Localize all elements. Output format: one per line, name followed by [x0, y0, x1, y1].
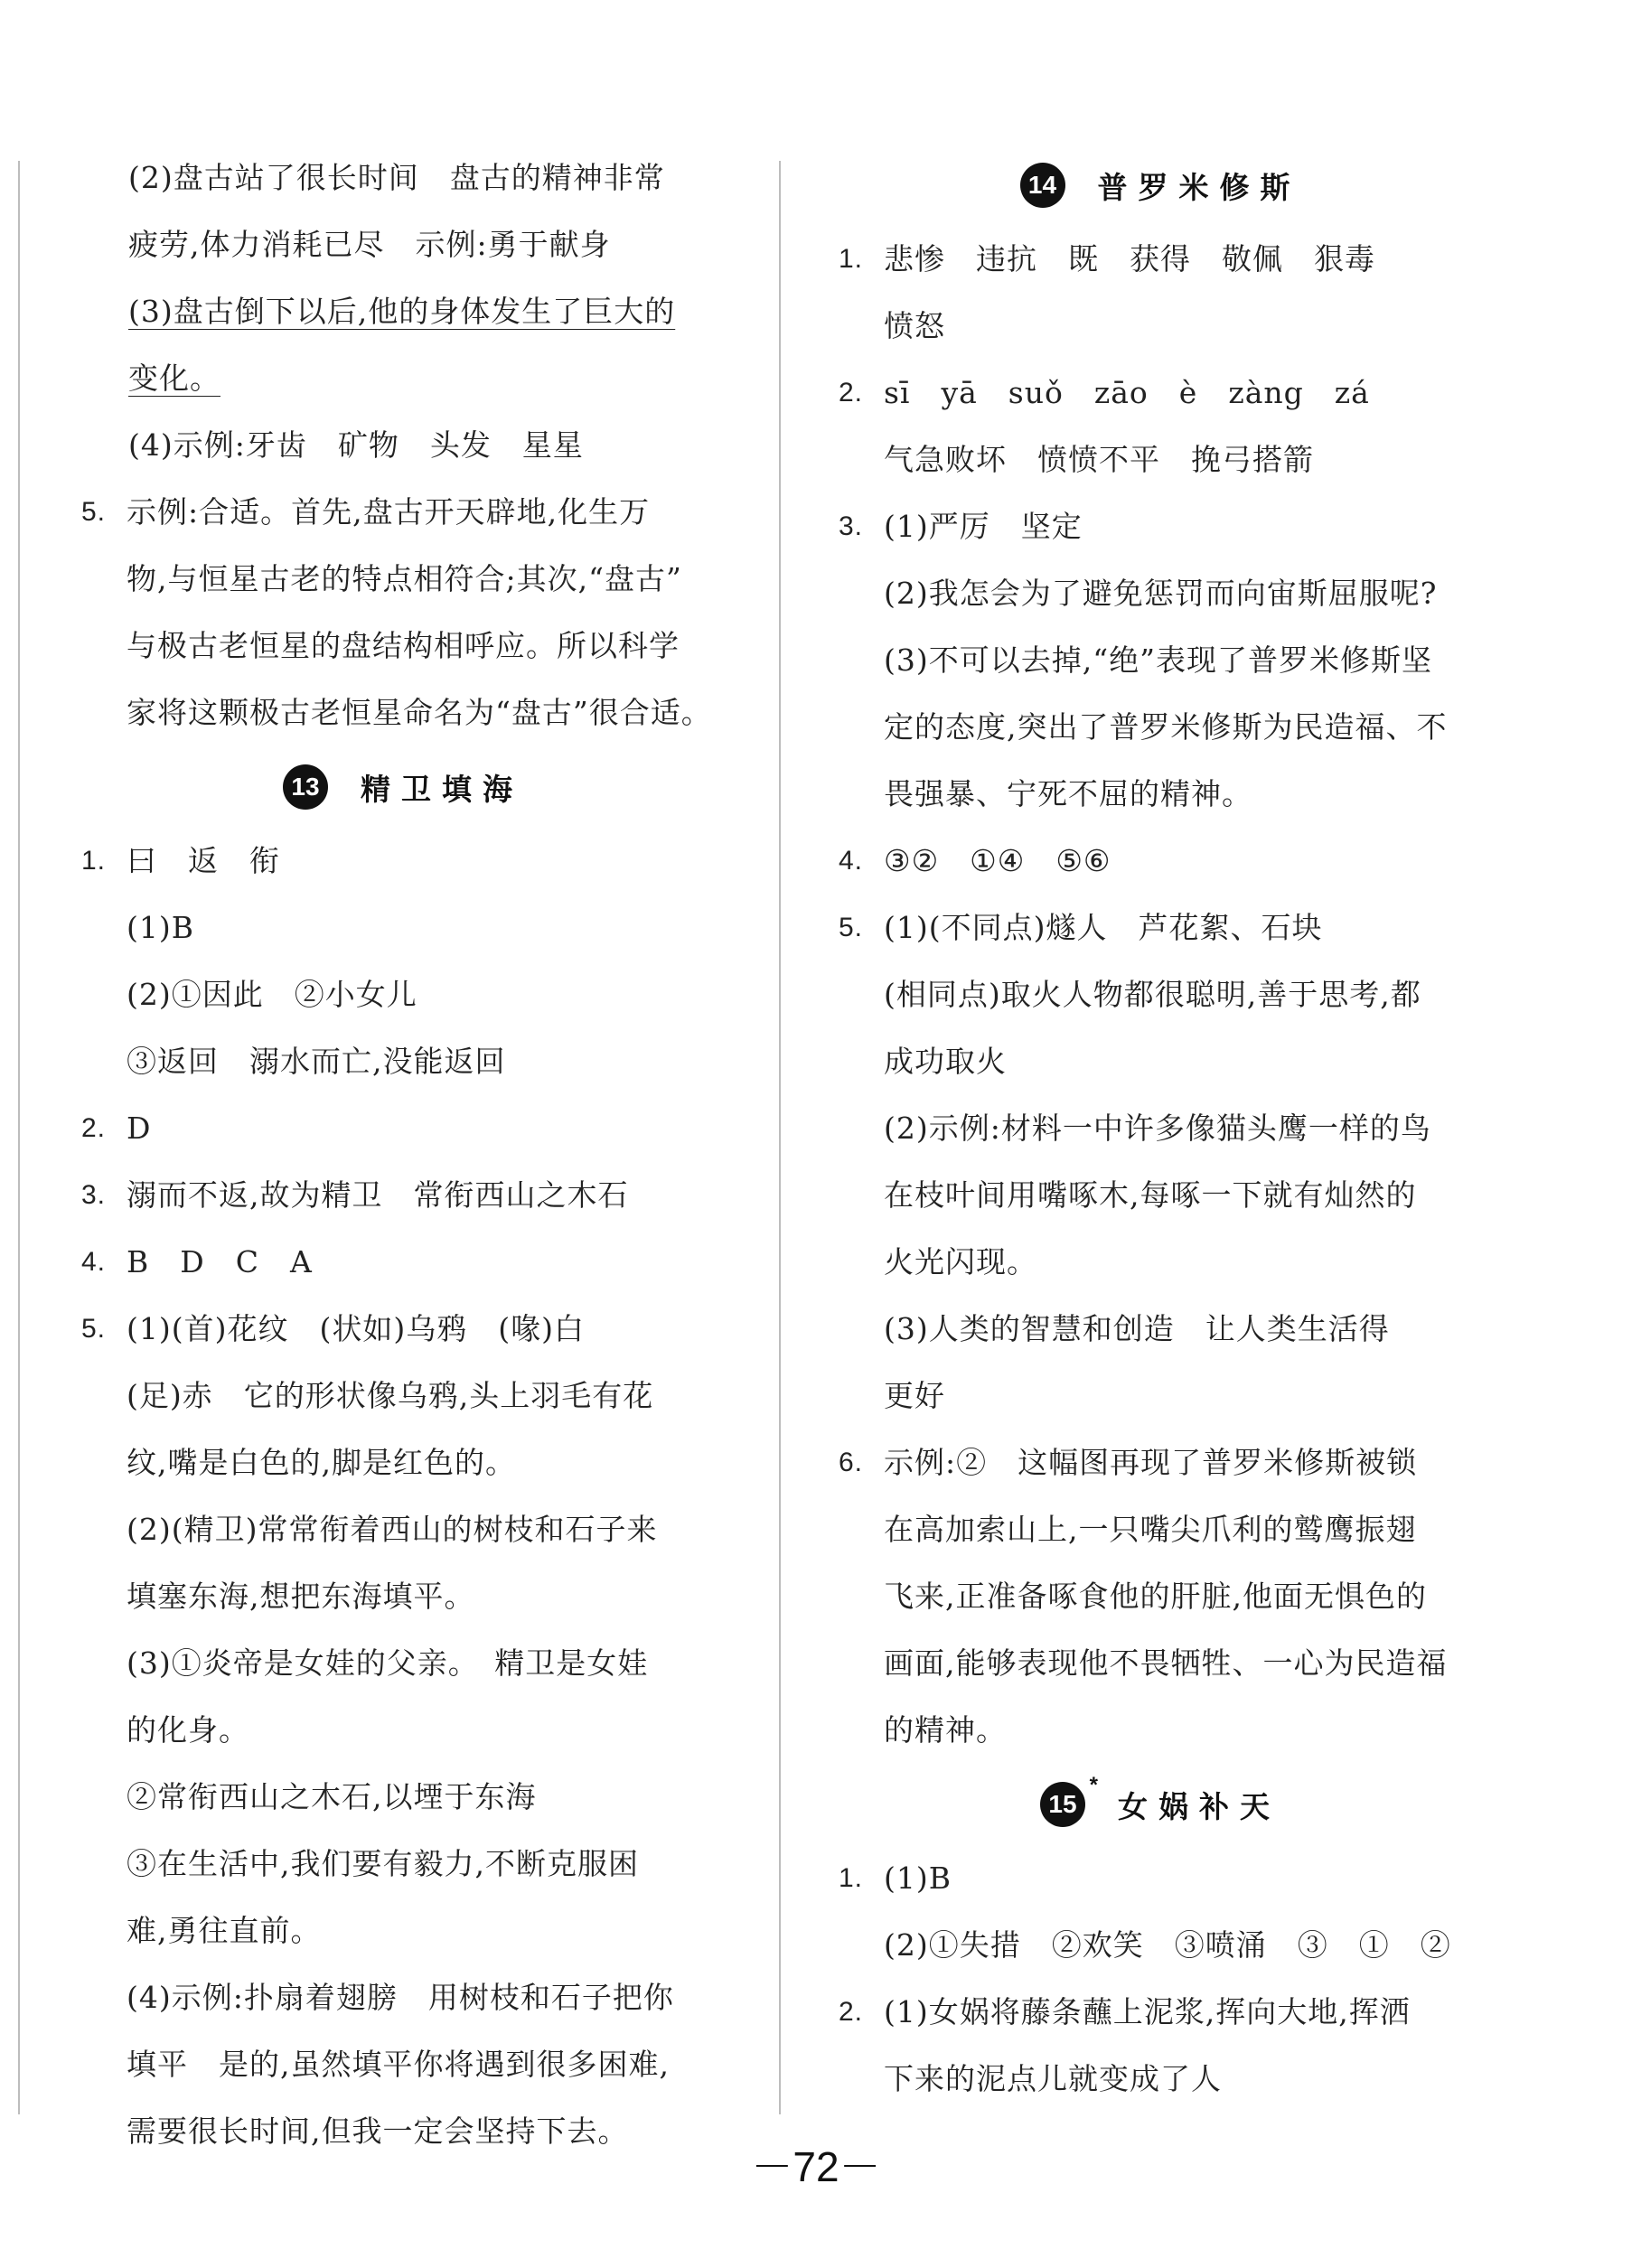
question-number: 5.	[839, 913, 864, 942]
answer-text: 溺而不返,故为精卫 常衔西山之木石	[127, 1177, 629, 1213]
answer-line	[81, 1898, 725, 1964]
answer-text: 愤怒	[884, 308, 945, 343]
answer-text: (1)严厉 坚定	[884, 509, 1083, 544]
answer-text: (1)B	[884, 1860, 952, 1896]
section-heading	[839, 1764, 1482, 1845]
answer-line	[839, 1162, 1482, 1229]
question-number: 4.	[839, 846, 864, 876]
answer-text: 需要很长时间,但我一定会坚持下去。	[127, 2113, 629, 2149]
answer-text: (3)不可以去掉,“绝”表现了普罗米修斯坚	[884, 642, 1432, 678]
answer-text: 难,勇往直前。	[127, 1913, 322, 1948]
answer-line	[81, 679, 725, 746]
answer-line	[81, 1630, 725, 1697]
question-number: 3.	[839, 511, 864, 541]
answer-text: ③② ①④ ⑤⑥	[884, 843, 1111, 878]
answer-line	[839, 1095, 1482, 1162]
answer-line	[839, 1229, 1482, 1296]
answer-text: 悲惨 违抗 既 获得 敬佩 狠毒	[884, 241, 1375, 276]
answer-text: 与极古老恒星的盘结构相呼应。所以科学	[127, 628, 680, 663]
question-number: 1.	[839, 1863, 864, 1893]
answer-text: 更好	[884, 1378, 945, 1413]
lesson-number-badge	[283, 764, 328, 810]
answer-text: 飞来,正准备啄食他的肝脏,他面无惧色的	[884, 1579, 1427, 1614]
answer-text: 填平 是的,虽然填平你将遇到很多困难,	[127, 2047, 670, 2082]
answer-line	[839, 1296, 1482, 1363]
answer-text: 示例:② 这幅图再现了普罗米修斯被锁	[884, 1445, 1418, 1480]
answer-line	[839, 1845, 1482, 1912]
question-number: 2.	[839, 1997, 864, 2027]
answer-line	[81, 145, 725, 211]
answer-line	[839, 560, 1482, 627]
lesson-number: 13	[291, 773, 320, 801]
answer-text: 的化身。	[127, 1712, 249, 1748]
answer-text: 变化。	[128, 361, 220, 396]
right-column	[839, 145, 1482, 2113]
question-number: 6.	[839, 1448, 864, 1477]
answer-text: ③在生活中,我们要有毅力,不断克服困	[127, 1846, 639, 1881]
page-number: －72－	[751, 2143, 881, 2190]
answer-line	[81, 828, 725, 895]
answer-text: D	[127, 1111, 152, 1146]
lesson-number: 15	[1048, 1790, 1077, 1818]
answer-text: (3)人类的智慧和创造 让人类生活得	[884, 1311, 1390, 1346]
answer-line	[81, 1229, 725, 1296]
answer-line	[839, 828, 1482, 895]
left-column	[81, 145, 725, 2165]
answer-line	[81, 1831, 725, 1898]
answer-text: (1)(不同点)燧人 芦花絮、石块	[884, 910, 1323, 945]
answer-text: 家将这颗极古老恒星命名为“盘古”很合适。	[127, 695, 712, 730]
answer-line	[839, 1429, 1482, 1496]
answer-line	[81, 1028, 725, 1095]
answer-text: (3)盘古倒下以后,他的身体发生了巨大的	[128, 294, 676, 329]
section-title: 女娲补天	[1118, 1788, 1280, 1824]
answer-text: 在高加索山上,一只嘴尖爪利的鹫鹰振翅	[884, 1512, 1417, 1547]
answer-line	[839, 360, 1482, 426]
answer-text: 在枝叶间用嘴啄木,每啄一下就有灿然的	[884, 1177, 1417, 1213]
answer-text: 纹,嘴是白色的,脚是红色的。	[127, 1445, 516, 1480]
answer-line	[839, 694, 1482, 761]
column-divider	[779, 161, 781, 2114]
answer-line	[81, 1162, 725, 1229]
answer-line	[81, 479, 725, 546]
answer-line	[839, 426, 1482, 493]
answer-line	[839, 627, 1482, 694]
answer-line	[81, 961, 725, 1028]
answer-line	[839, 1912, 1482, 1979]
section-heading	[81, 746, 725, 828]
answer-line	[81, 211, 725, 278]
question-number: 3.	[81, 1180, 107, 1210]
answer-text: (2)示例:材料一中许多像猫头鹰一样的鸟	[884, 1111, 1431, 1146]
left-margin-rule	[18, 161, 20, 2114]
answer-text: (1)(首)花纹 (状如)乌鸦 (喙)白	[127, 1311, 585, 1346]
answer-line	[839, 293, 1482, 360]
answer-text: (1)女娲将藤条蘸上泥浆,挥向大地,挥洒	[884, 1994, 1411, 2029]
answer-line	[81, 2031, 725, 2098]
question-number: 1.	[839, 244, 864, 274]
answer-text: ②常衔西山之木石,以堙于东海	[127, 1779, 537, 1814]
answer-line	[81, 1095, 725, 1162]
answer-line	[81, 1296, 725, 1363]
answer-text: (2)①因此 ②小女儿	[127, 977, 417, 1012]
answer-text: (2)我怎会为了避免惩罚而向宙斯屈服呢?	[884, 576, 1438, 611]
answer-line	[839, 2046, 1482, 2113]
section-heading	[839, 145, 1482, 226]
answer-line	[81, 1429, 725, 1496]
lesson-number: 14	[1027, 171, 1057, 199]
answer-text: 物,与恒星古老的特点相符合;其次,“盘古”	[127, 561, 682, 596]
answer-text: 定的态度,突出了普罗米修斯为民造福、不	[884, 709, 1448, 745]
lesson-number-badge	[1020, 163, 1065, 208]
answer-text: (4)示例:牙齿 矿物 头发 星星	[128, 427, 584, 463]
answer-text: 畏强暴、宁死不屈的精神。	[884, 776, 1252, 811]
answer-text: 下来的泥点儿就变成了人	[884, 2061, 1222, 2096]
answer-line	[81, 613, 725, 679]
question-number: 4.	[81, 1247, 107, 1277]
question-number: 2.	[81, 1113, 107, 1143]
answer-text: 曰 返 衔	[127, 843, 280, 878]
answer-text: 成功取火	[884, 1044, 1007, 1079]
answer-line	[839, 1363, 1482, 1429]
question-number: 5.	[81, 1314, 107, 1344]
answer-line	[839, 1697, 1482, 1764]
answer-text: 火光闪现。	[884, 1244, 1037, 1279]
answer-text: B D C A	[127, 1244, 313, 1279]
answer-text: 的精神。	[884, 1712, 1007, 1748]
answer-line	[839, 226, 1482, 293]
answer-line	[839, 1496, 1482, 1563]
answer-line	[839, 1630, 1482, 1697]
lesson-number-badge	[1040, 1773, 1098, 1827]
answer-line	[839, 1979, 1482, 2046]
answer-line	[839, 895, 1482, 961]
answer-line	[81, 1964, 725, 2031]
answer-line	[81, 895, 725, 961]
answer-line	[81, 345, 725, 412]
section-title: 精卫填海	[361, 771, 523, 807]
answer-text: (足)赤 它的形状像乌鸦,头上羽毛有花	[127, 1378, 654, 1413]
answer-text: (相同点)取火人物都很聪明,善于思考,都	[884, 977, 1421, 1012]
optional-lesson-star: *	[1089, 1773, 1098, 1797]
answer-line	[839, 1563, 1482, 1630]
answer-line	[839, 761, 1482, 828]
question-number: 5.	[81, 497, 107, 527]
answer-text: 疲劳,体力消耗已尽 示例:勇于献身	[128, 227, 611, 262]
question-number: 2.	[839, 378, 864, 408]
answer-text: 气急败坏 愤愤不平 挽弓搭箭	[884, 442, 1314, 477]
answer-text: (4)示例:扑扇着翅膀 用树枝和石子把你	[127, 1980, 674, 2015]
answer-line	[839, 1028, 1482, 1095]
answer-text: 画面,能够表现他不畏牺牲、一心为民造福	[884, 1645, 1448, 1681]
answer-text: (2)(精卫)常常衔着西山的树枝和石子来	[127, 1512, 658, 1547]
answer-line	[81, 278, 725, 345]
answer-text: (2)盘古站了很长时间 盘古的精神非常	[128, 160, 665, 195]
answer-line	[81, 1496, 725, 1563]
answer-line	[81, 1563, 725, 1630]
answer-line	[81, 1764, 725, 1831]
answer-line	[81, 546, 725, 613]
answer-text: 填塞东海,想把东海填平。	[127, 1579, 475, 1614]
answer-text: 示例:合适。首先,盘古开天辟地,化生万	[127, 494, 651, 530]
question-number: 1.	[81, 846, 107, 876]
answer-line	[839, 961, 1482, 1028]
answer-line	[81, 412, 725, 479]
answer-line	[81, 1363, 725, 1429]
section-title: 普罗米修斯	[1097, 169, 1301, 205]
answer-text: (1)B	[127, 910, 194, 945]
answer-text: (3)①炎帝是女娃的父亲。 精卫是女娃	[127, 1645, 649, 1681]
answer-line	[81, 1697, 725, 1764]
answer-line	[839, 493, 1482, 560]
answer-text: sī yā suǒ zāo è zàng zá	[884, 375, 1370, 410]
answer-text: (2)①失措 ②欢笑 ③喷涌 ③ ① ②	[884, 1927, 1451, 1963]
answer-text: ③返回 溺水而亡,没能返回	[127, 1044, 506, 1079]
